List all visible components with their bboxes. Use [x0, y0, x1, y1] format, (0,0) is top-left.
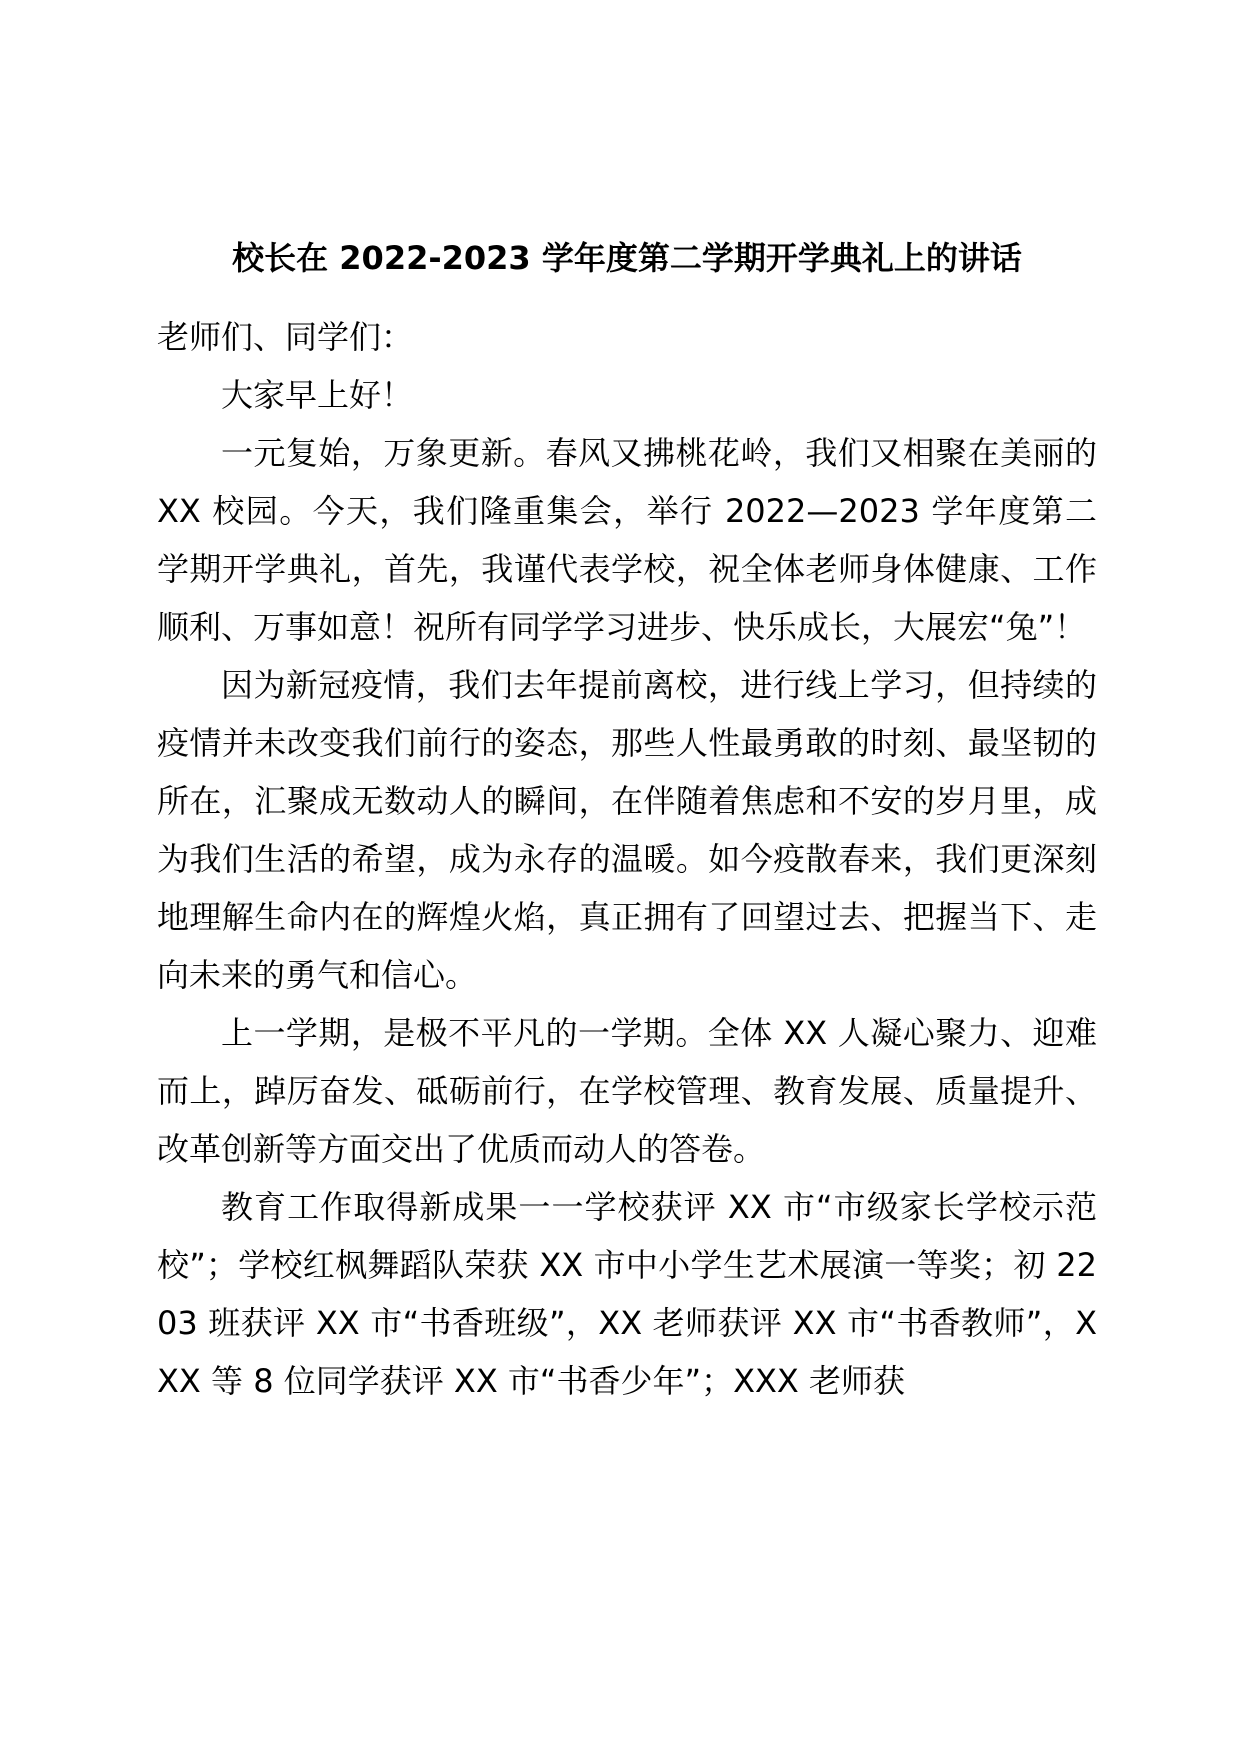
paragraph-opening: 一元复始，万象更新。春风又拂桃花岭，我们又相聚在美丽的 XX 校园。今天，我们隆重集会，举行 2022—2023 学年度第二学期开学典礼，首先，我谨代表学校，祝全体老师身体健康、工作顺利、万事如意！祝所有同学学习进步、快乐成长，大展宏“兔”！: [157, 434, 1097, 646]
salutation: 老师们、同学们：: [157, 318, 414, 356]
document-page: [157, 238, 1097, 1410]
paragraph-achievements: 教育工作取得新成果一一学校获评 XX 市“市级家长学校示范校”；学校红枫舞蹈队荣获 XX 市中小学生艺术展演一等奖；初 2203 班获评 XX 市“书香班级”，XX 老师获评 XX 市“书香教师”，XXX 等 8 位同学获评 XX 市“书香少年”；XXX 老师获: [157, 1188, 1097, 1400]
paragraph-greeting: 大家早上好！: [221, 376, 414, 414]
paragraph-pandemic: 因为新冠疫情，我们去年提前离校，进行线上学习，但持续的疫情并未改变我们前行的姿态，那些人性最勇敢的时刻、最坚韧的所在，汇聚成无数动人的瞬间，在伴随着焦虑和不安的岁月里，成为我们生活的希望，成为永存的温暖。如今疫散春来，我们更深刻地理解生命内在的辉煌火焰，真正拥有了回望过去、把握当下、走向未来的勇气和信心。: [157, 666, 1097, 994]
paragraph-last-semester: 上一学期，是极不平凡的一学期。全体 XX 人凝心聚力、迎难而上，踔厉奋发、砥砺前行，在学校管理、教育发展、质量提升、改革创新等方面交出了优质而动人的答卷。: [157, 1014, 1097, 1168]
document-title: 校长在 2022-2023 学年度第二学期开学典礼上的讲话: [232, 239, 1022, 277]
